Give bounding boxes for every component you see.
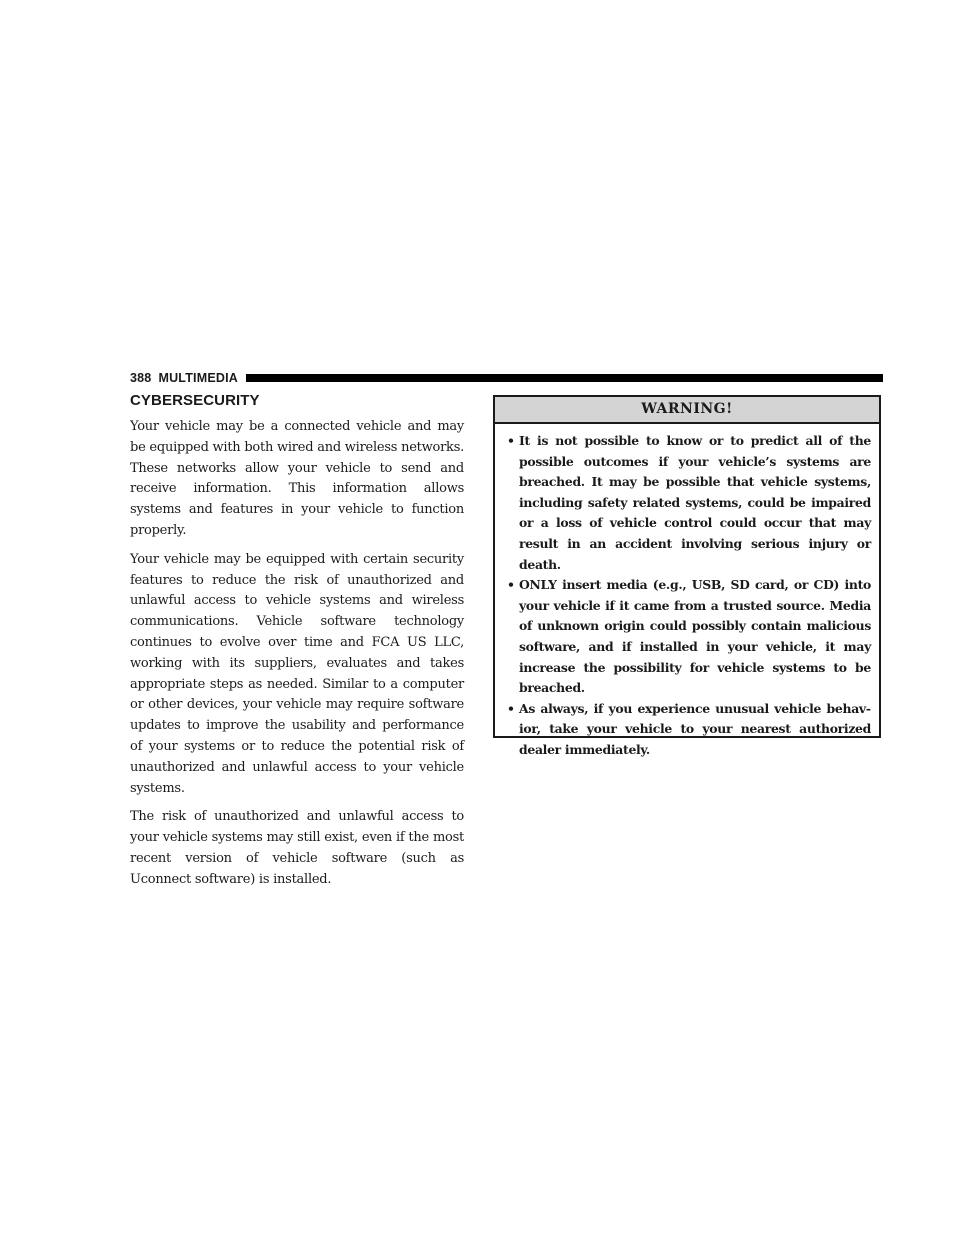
warning-list: [495, 424, 879, 761]
warning-box: [493, 395, 881, 757]
warning-item: [507, 575, 871, 699]
warning-title: WARNING!: [495, 397, 879, 424]
bullet-icon: •: [507, 433, 515, 448]
paragraph-risk: The risk of unauthorized and unlawful access to your vehicle systems may still exist, even if the most recent version of vehicle software (such as Uconnect software) is installed.: [130, 809, 464, 887]
warning-item-text: ONLY insert media (e.g., USB, SD card, or CD) into your vehicle if it came from a trusted source. Media of unknown origin could possibly contain malicious software, and if installed in your vehicle, it may increase the possibility for vehicle systems to be breached.: [519, 577, 871, 696]
warning-item: [507, 699, 871, 761]
page-header: [130, 371, 883, 385]
bullet-icon: •: [507, 577, 515, 593]
header-rule: [246, 374, 883, 382]
section-heading: CYBERSECURITY: [130, 392, 260, 409]
paragraph-security-features: Your vehicle may be equipped with certain security features to reduce the risk of unauthorized and unlawful access to vehicle systems and wireless communications. Vehicle software technology continues to evolve over time and FCA US LLC, working with its suppliers, evaluates and takes appropriate steps as needed. Similar to a computer or other devices, your vehicle may require software updates to improve the usability and performance of your systems or to reduce the potential risk of unauthorized and unlawful access to your vehicle systems.: [130, 551, 464, 796]
bullet-icon: •: [507, 700, 515, 716]
section-title: MULTIMEDIA: [158, 371, 239, 385]
main-column: [130, 392, 464, 899]
warning-item: [507, 431, 871, 575]
page-number: 388: [130, 371, 152, 385]
warning-item-text: It is not possible to know or to predict all of the possible outcomes if your vehicle’s systems are breached. It may be possible that vehicle systems, including safety related systems, could be impaired or a loss of vehicle control could occur that may result in an accident involving serious injury or death.: [519, 433, 871, 572]
warning-item-text: As always, if you experience unusual vehicle behavior, take your vehicle to your nearest authorized dealer immediately.: [519, 700, 871, 757]
paragraph-connected-vehicle: Your vehicle may be a connected vehicle and may be equipped with both wired and wireless networks. These networks allow your vehicle to send and receive information. This information allows systems and features in your vehicle to function properly.: [130, 419, 464, 538]
